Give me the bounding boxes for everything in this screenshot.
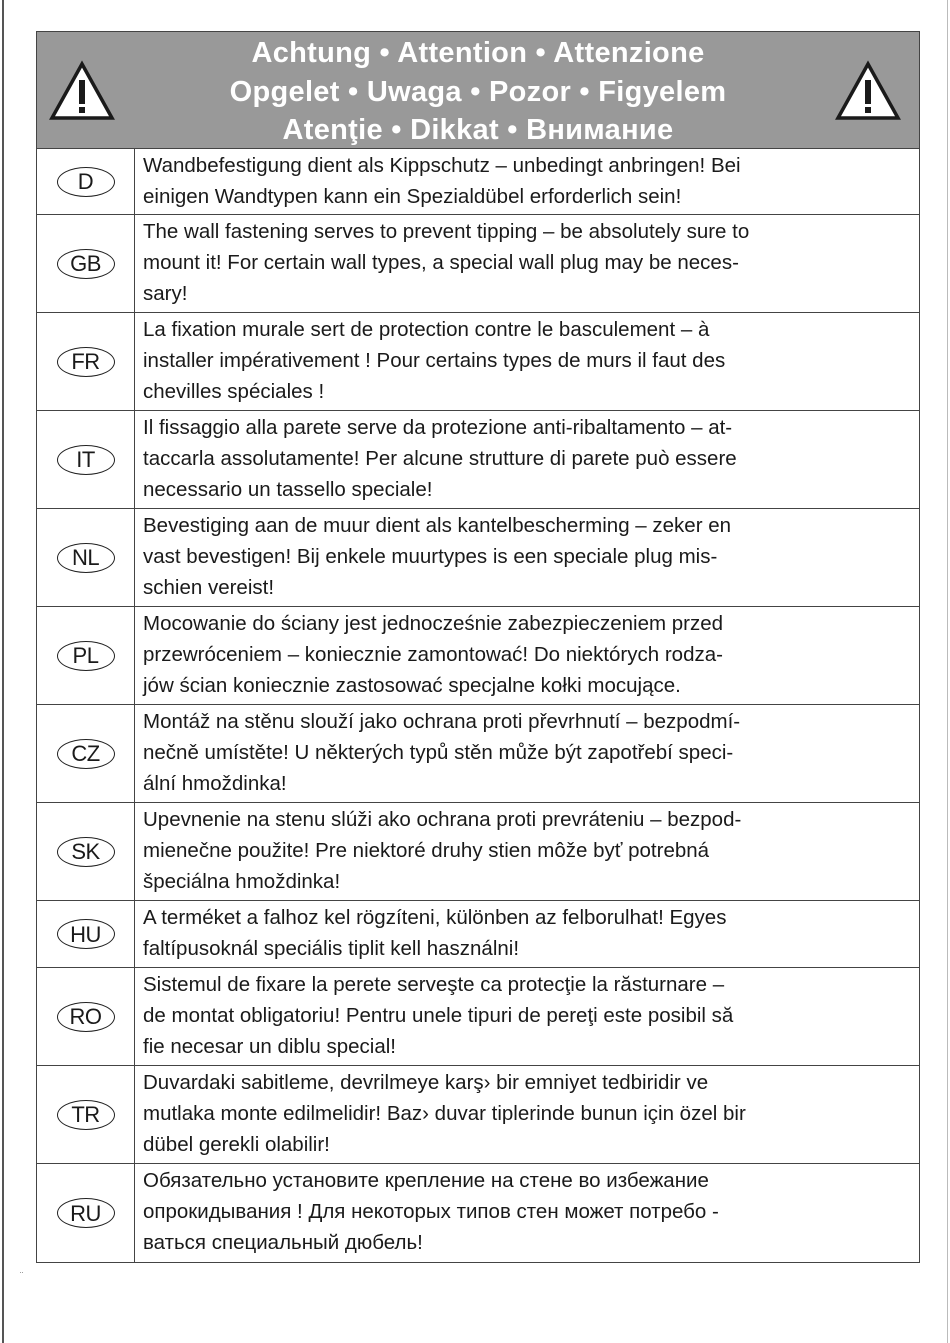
country-code-badge: PL [57, 641, 115, 671]
warning-text [135, 705, 919, 802]
warning-table [36, 31, 920, 1263]
country-code-cell [37, 313, 135, 410]
warning-text-line: La fixation murale sert de protection contre le basculement – à [143, 318, 710, 341]
warning-text [135, 411, 919, 508]
warning-triangle-icon [835, 60, 901, 122]
warning-text-line: Sistemul de fixare la perete serveşte ca protecţie la răsturnare – [143, 973, 725, 996]
language-row-tr [37, 1066, 919, 1164]
country-code-cell [37, 509, 135, 606]
warning-text-line: schien vereist! [143, 576, 275, 599]
warning-text-line: fie necesar un diblu special! [143, 1035, 396, 1058]
country-code-badge: SK [57, 837, 115, 867]
warning-text-line: mount it! For certain wall types, a special wall plug may be neces- [143, 251, 739, 274]
language-row-it [37, 411, 919, 509]
country-code-cell [37, 1066, 135, 1163]
country-code-badge: IT [57, 445, 115, 475]
warning-text-line: installer impérativement ! Pour certains types de murs il faut des [143, 349, 726, 372]
country-code-badge: RU [57, 1198, 115, 1228]
warning-text-line: mutlaka monte edilmelidir! Baz› duvar tiplerinde bunun için özel bir [143, 1102, 746, 1125]
language-row-gb [37, 215, 919, 313]
country-code-cell [37, 1164, 135, 1262]
warning-text [135, 1164, 919, 1262]
country-code-badge: HU [57, 919, 115, 949]
country-code-cell [37, 901, 135, 967]
warning-text-line: Wandbefestigung dient als Kippschutz – unbedingt anbringen! Bei [143, 154, 741, 177]
country-code-cell [37, 149, 135, 214]
warning-title-line-1: Achtung • Attention • Attenzione [251, 37, 705, 69]
warning-text-line: mienečne použite! Pre niektoré druhy stien môže byť potrebná [143, 839, 710, 862]
warning-text-line: Duvardaki sabitleme, devrilmeye karş› bir emniyet tedbiridir ve [143, 1071, 709, 1094]
warning-title-line-2: Opgelet • Uwaga • Pozor • Figyelem [229, 75, 727, 108]
country-code-cell [37, 215, 135, 312]
warning-text [135, 1066, 919, 1163]
warning-text-line: de montat obligatoriu! Pentru unele tipuri de pereţi este posibil să [143, 1004, 734, 1027]
language-row-nl [37, 509, 919, 607]
country-code-cell [37, 968, 135, 1065]
warning-text-line: Bevestiging aan de muur dient als kantelbescherming – zeker en [143, 514, 732, 537]
country-code-badge: GB [57, 249, 115, 279]
warning-text [135, 313, 919, 410]
language-row-ro [37, 968, 919, 1066]
warning-text-line: vast bevestigen! Bij enkele muurtypes is een speciale plug mis- [143, 545, 718, 568]
page-edge-left [2, 0, 4, 1343]
warning-text [135, 509, 919, 606]
warning-text [135, 968, 919, 1065]
language-rows [37, 149, 919, 1262]
warning-text-line: ální hmoždinka! [143, 772, 287, 795]
warning-text-line: The wall fastening serves to prevent tipping – be absolutely sure to [143, 220, 750, 243]
country-code-badge: RO [57, 1002, 115, 1032]
warning-text-line: necessario un tassello speciale! [143, 478, 433, 501]
warning-text-line: taccarla assolutamente! Per alcune strutture di parete può essere [143, 447, 737, 470]
warning-text-line: sary! [143, 282, 188, 305]
language-row-sk [37, 803, 919, 901]
language-row-cz [37, 705, 919, 803]
warning-text-line: Upevnenie na stenu slúži ako ochrana proti prevráteniu – bezpod- [143, 808, 742, 831]
warning-text [135, 149, 919, 214]
country-code-badge: FR [57, 347, 115, 377]
warning-header [37, 32, 919, 149]
warning-text [135, 215, 919, 312]
country-code-badge: D [57, 167, 115, 197]
country-code-cell [37, 705, 135, 802]
warning-text-line: faltípusoknál speciális tiplit kell használni! [143, 937, 520, 960]
language-row-ru [37, 1164, 919, 1262]
warning-text-line: опрокидывания ! Для некоторых типов стен может потребо - [143, 1200, 719, 1223]
warning-text-line: Mocowanie do ściany jest jednocześnie zabezpieczeniem przed [143, 612, 724, 635]
country-code-cell [37, 803, 135, 900]
warning-text-line: chevilles spéciales ! [143, 380, 325, 403]
warning-title [37, 34, 919, 150]
warning-text-line: Montáž na stěnu slouží jako ochrana proti převrhnutí – bezpodmí- [143, 710, 741, 733]
warning-text [135, 803, 919, 900]
language-row-fr [37, 313, 919, 411]
warning-text-line: jów ścian koniecznie zastosować specjalne kołki mocujące. [143, 674, 681, 697]
warning-text-line: einigen Wandtypen kann ein Spezialdübel erforderlich sein! [143, 185, 682, 208]
warning-text-line: špeciálna hmoždinka! [143, 870, 341, 893]
warning-text [135, 901, 919, 967]
country-code-badge: NL [57, 543, 115, 573]
country-code-badge: TR [57, 1100, 115, 1130]
language-row-d [37, 149, 919, 215]
warning-text-line: ваться специальный дюбель! [143, 1231, 423, 1254]
warning-text-line: Обязательно установите крепление на стене во избежание [143, 1169, 709, 1192]
country-code-badge: CZ [57, 739, 115, 769]
warning-text-line: Il fissaggio alla parete serve da protezione anti-ribaltamento – at- [143, 416, 733, 439]
language-row-pl [37, 607, 919, 705]
warning-text-line: A terméket a falhoz kel rögzíteni, különben az felborulhat! Egyes [143, 906, 727, 929]
warning-text [135, 607, 919, 704]
scan-mark: ¨ [20, 1271, 24, 1282]
warning-title-line-3: Atenţie • Dikkat • Внимание [282, 114, 674, 146]
warning-text-line: nečně umístěte! U některých typů stěn může být zapotřebí speci- [143, 741, 734, 764]
country-code-cell [37, 411, 135, 508]
country-code-cell [37, 607, 135, 704]
language-row-hu [37, 901, 919, 968]
warning-text-line: dübel gerekli olabilir! [143, 1133, 330, 1156]
warning-text-line: przewróceniem – koniecznie zamontować! Do niektórych rodza- [143, 643, 723, 666]
page-edge-right [947, 0, 948, 1343]
